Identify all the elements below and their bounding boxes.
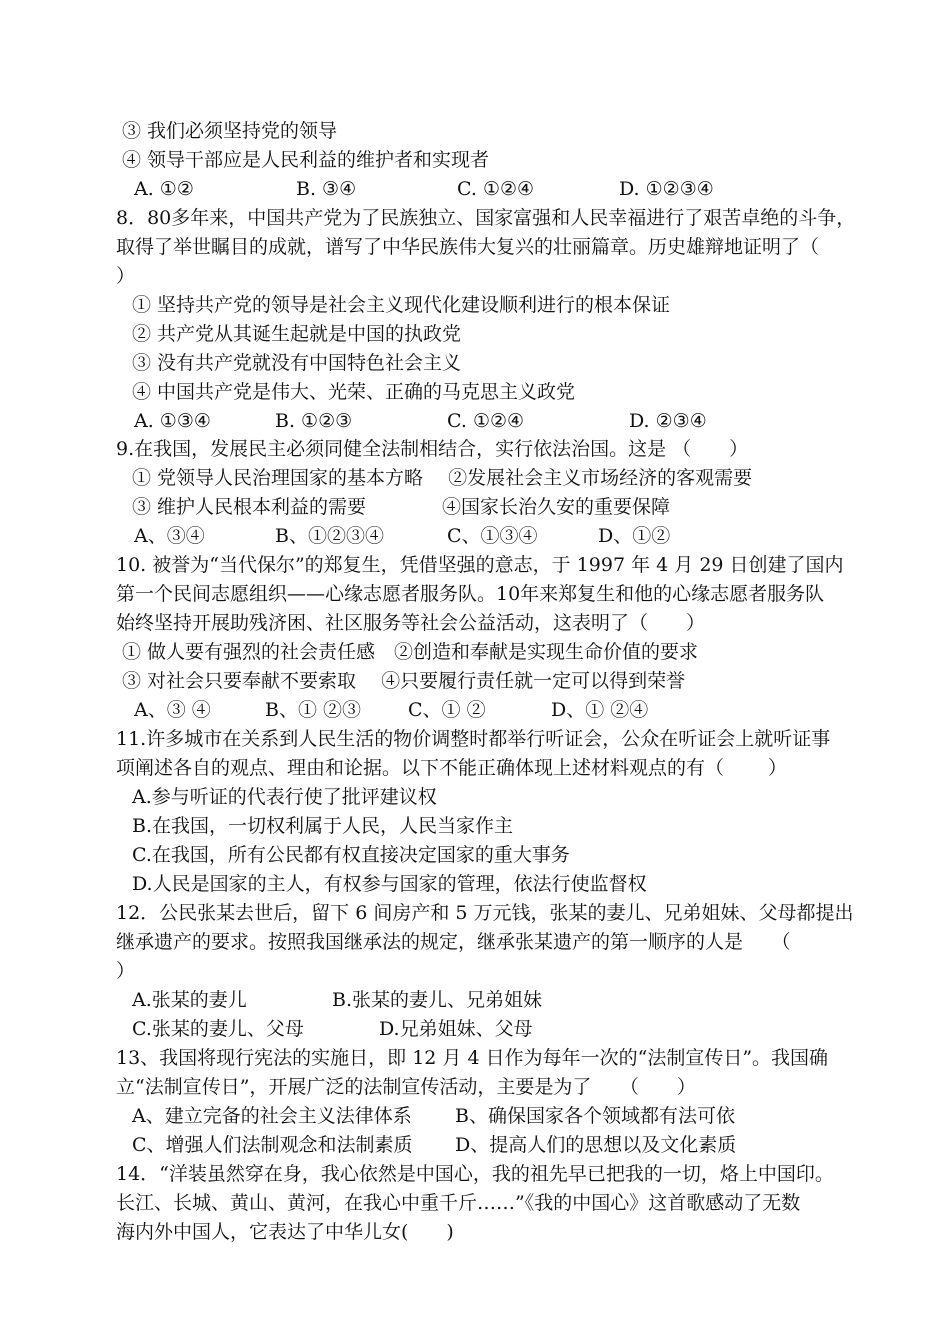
- q8-statement-4: ④ 中国共产党是伟大、光荣、正确的马克思主义政党: [132, 381, 576, 403]
- q9-statements-3-4: ③ 维护人民根本利益的需要 ④国家长治久安的重要保障: [132, 496, 671, 518]
- q11-option-d: D.人民是国家的主人，有权参与国家的管理，依法行使监督权: [132, 873, 647, 895]
- q10-option-a: A、③ ④: [134, 699, 211, 721]
- q13-option-b: B、确保国家各个领域都有法可依: [455, 1105, 735, 1127]
- q13-option-a: A、建立完备的社会主义法律体系: [132, 1105, 412, 1127]
- q11-option-b: B.在我国，一切权利属于人民，人民当家作主: [132, 815, 514, 837]
- q8-option-b: B. ①②③: [275, 410, 353, 432]
- q8-option-c: C. ①②④: [447, 410, 525, 432]
- q7-option-c: C. ①②④: [457, 178, 535, 200]
- q8-stem-line-2: 取得了举世瞩目的成就，谱写了中华民族伟大复兴的壮丽篇章。历史雄辩地证明了（: [116, 236, 820, 258]
- q9-option-c: C、①③④: [447, 525, 538, 547]
- q12-option-a: A.张某的妻儿: [132, 989, 247, 1011]
- q11-option-c: C.在我国，所有公民都有权直接决定国家的重大事务: [132, 844, 570, 866]
- q11-option-a: A.参与听证的代表行使了批评建议权: [132, 786, 437, 808]
- q14-stem-line-3: 海内外中国人，它表达了中华儿女( ): [116, 1221, 454, 1243]
- q11-stem-line-2: 项阐述各自的观点、理由和论据。以下不能正确体现上述材料观点的有（ ）: [116, 757, 788, 779]
- q12-option-d: D.兄弟姐妹、父母: [379, 1018, 533, 1040]
- q7-option-d: D. ①②③④: [619, 178, 714, 200]
- q13-stem-line-2: 立“法制宣传日”，开展广泛的法制宣传活动，主要是为了 （ ）: [116, 1076, 696, 1098]
- q7-option-b: B. ③④: [296, 178, 357, 200]
- q8-stem-line-1: 8．80多年来，中国共产党为了民族独立、国家富强和人民幸福进行了艰苦卓绝的斗争，: [116, 207, 856, 229]
- q9-stem-line-1: 9.在我国，发展民主必须同健全法制相结合，实行依法治国。这是 （ ）: [116, 438, 749, 460]
- q9-statements-1-2: ① 党领导人民治理国家的基本方略 ②发展社会主义市场经济的客观需要: [132, 467, 753, 489]
- q14-stem-line-2: 长江、长城、黄山、黄河，在我心中重千斤……”《我的中国心》这首歌感动了无数: [116, 1192, 801, 1214]
- q8-statement-2: ② 共产党从其诞生起就是中国的执政党: [132, 323, 462, 345]
- q12-stem-line-3: ）: [116, 960, 136, 982]
- q10-option-d: D、① ②④: [551, 699, 649, 721]
- q13-option-d: D、提高人们的思想以及文化素质: [455, 1134, 737, 1156]
- q8-option-d: D. ②③④: [629, 410, 707, 432]
- q8-statement-1: ① 坚持共产党的领导是社会主义现代化建设顺利进行的根本保证: [132, 294, 671, 316]
- q14-stem-line-1: 14．“洋装虽然穿在身，我心依然是中国心，我的祖先早已把我的一切，烙上中国印。: [116, 1163, 834, 1185]
- q7-option-a: A. ①②: [134, 178, 194, 200]
- q8-option-a: A. ①③④: [134, 410, 211, 432]
- q12-stem-line-1: 12．公民张某去世后，留下 6 间房产和 5 万元钱，张某的妻儿、兄弟姐妹、父母都提出: [116, 902, 854, 924]
- q8-stem-line-3: ）: [116, 265, 136, 287]
- q12-option-c: C.张某的妻儿、父母: [132, 1018, 304, 1040]
- q7-statement-4: ④ 领导干部应是人民利益的维护者和实现者: [122, 149, 490, 171]
- q10-stem-line-2: 第一个民间志愿组织——心缘志愿者服务队。10年来郑复生和他的心缘志愿者服务队: [116, 583, 825, 605]
- q12-option-b: B.张某的妻儿、兄弟姐妹: [332, 989, 543, 1011]
- q10-statements-3-4: ③ 对社会只要奉献不要索取 ④只要履行责任就一定可以得到荣誉: [122, 670, 686, 692]
- q10-stem-line-3: 始终坚持开展助残济困、社区服务等社会公益活动，这表明了（ ）: [116, 612, 706, 634]
- q11-stem-line-1: 11.许多城市在关系到人民生活的物价调整时都举行听证会，公众在听证会上就听证事: [116, 728, 831, 750]
- q12-stem-line-2: 继承遗产的要求。按照我国继承法的规定，继承张某遗产的第一顺序的人是 （: [116, 931, 791, 953]
- q8-statement-3: ③ 没有共产党就没有中国特色社会主义: [132, 352, 462, 374]
- q7-statement-3: ③ 我们必须坚持党的领导: [122, 120, 338, 142]
- q10-option-b: B、① ②③: [265, 699, 362, 721]
- q13-option-c: C、增强人们法制观念和法制素质: [132, 1134, 413, 1156]
- q10-stem-line-1: 10. 被誉为“当代保尔”的郑复生，凭借坚强的意志，于 1997 年 4 月 29 日创建了国内: [116, 554, 844, 576]
- q13-stem-line-1: 13、我国将现行宪法的实施日，即 12 月 4 日作为每年一次的“法制宣传日”。我国确: [116, 1047, 829, 1069]
- q9-option-d: D、①②: [598, 525, 671, 547]
- q10-statements-1-2: ① 做人要有强烈的社会责任感 ②创造和奉献是实现生命价值的要求: [122, 641, 699, 663]
- q10-option-c: C、① ②: [408, 699, 486, 721]
- q9-option-a: A、③④: [134, 525, 205, 547]
- q9-option-b: B、①②③④: [275, 525, 384, 547]
